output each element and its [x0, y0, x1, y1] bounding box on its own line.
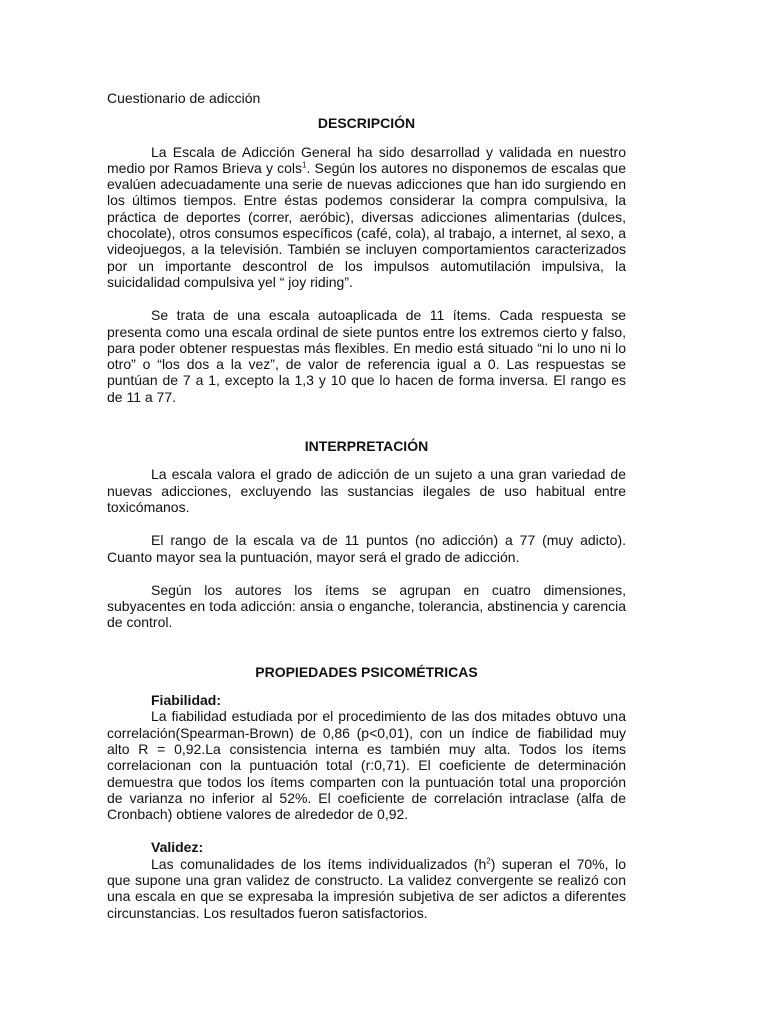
heading-descripcion: DESCRIPCIÓN	[317, 115, 416, 132]
interpretacion-paragraph-2: El rango de la escala va de 11 puntos (no adicción) a 77 (muy adicto). Cuanto mayor sea la puntuación, mayor será el grado de adicción.	[107, 532, 626, 565]
superscript-2: 2	[486, 856, 491, 866]
footnote-ref-1: 1	[302, 160, 307, 170]
document-body	[107, 90, 626, 938]
section-spacer	[107, 648, 626, 664]
validez-text-a: Las comunalidades de los ítems individualizados (h	[151, 855, 487, 872]
subheading-validez: Validez:	[151, 839, 204, 856]
interpretacion-paragraph-3: Según los autores los ítems se agrupan en cuatro dimensiones, subyacentes en toda adicción: ansia o enganche, tolerancia, abstinencia y carencia de control.	[107, 581, 626, 631]
heading-interpretacion: INTERPRETACIÓN	[304, 438, 429, 455]
subheading-fiabilidad: Fiabilidad:	[151, 692, 221, 709]
descripcion-p1-text-a: La Escala de Adicción General ha sido desarrollad y validada en nuestro medio por Ramos Brieva y cols	[107, 143, 626, 176]
document-title: Cuestionario de adicción	[107, 90, 261, 106]
descripcion-paragraph-1	[107, 144, 626, 291]
validez-text-b: ) superan el 70%, lo que supone una gran validez de constructo. La validez convergente se realizó con una escala en que se expresaba la impresión subjetiva de ser adictos a diferentes circunstancias. Los resultados fueron satisfactorios.	[107, 855, 626, 921]
interpretacion-paragraph-1: La escala valora el grado de adicción de un sujeto a una gran variedad de nuevas adicciones, excluyendo las sustancias ilegales de uso habitual entre toxicómanos.	[107, 466, 626, 515]
heading-propiedades: PROPIEDADES PSICOMÉTRICAS	[255, 663, 478, 680]
section-spacer	[107, 422, 626, 438]
validez-paragraph	[107, 856, 626, 921]
descripcion-p1-text-b: . Según los autores no disponemos de escalas que evalúen adecuadamente una serie de nuevas adicciones que han ido surgiendo en los últimos tiempos. Entre éstas podemos considerar la compra compulsiva, la práctica de deportes (correr, aeróbic), diversas adicciones alimentarias (dulces, chocolate), otros consumos específicos (café, cola), al trabajo, a internet, al sexo, a videojuegos, a la televisión. También se incluyen comportamientos caracterizados por un importante descontrol de los impulsos automutilación impulsiva, la suicidalidad compulsiva yel “ joy riding”.	[107, 159, 626, 290]
fiabilidad-paragraph: La fiabilidad estudiada por el procedimiento de las dos mitades obtuvo una correlación(Spearman-Brown) de 0,86 (p<0,01), con un índice de fiabilidad muy alto R = 0,92.La consistencia interna es también muy alta. Todos los ítems correlacionan con la puntuación total (r:0,71). El coeficiente de determinación demuestra que todos los ítems comparten con la puntuación total una proporción de varianza no inferior al 52%. El coeficiente de correlación intraclase (alfa de Cronbach) obtiene valores de alrededor de 0,92.	[107, 708, 626, 823]
descripcion-paragraph-2: Se trata de una escala autoaplicada de 11 ítems. Cada respuesta se presenta como una escala ordinal de siete puntos entre los extremos cierto y falso, para poder obtener respuestas más flexibles. En medio está situado “ni lo uno ni lo otro” o “los dos a la vez”, de valor de referencia igual a 0. Las respuestas se puntúan de 7 a 1, excepto la 1,3 y 10 que lo hacen de forma inversa. El rango es de 11 a 77.	[107, 307, 626, 405]
